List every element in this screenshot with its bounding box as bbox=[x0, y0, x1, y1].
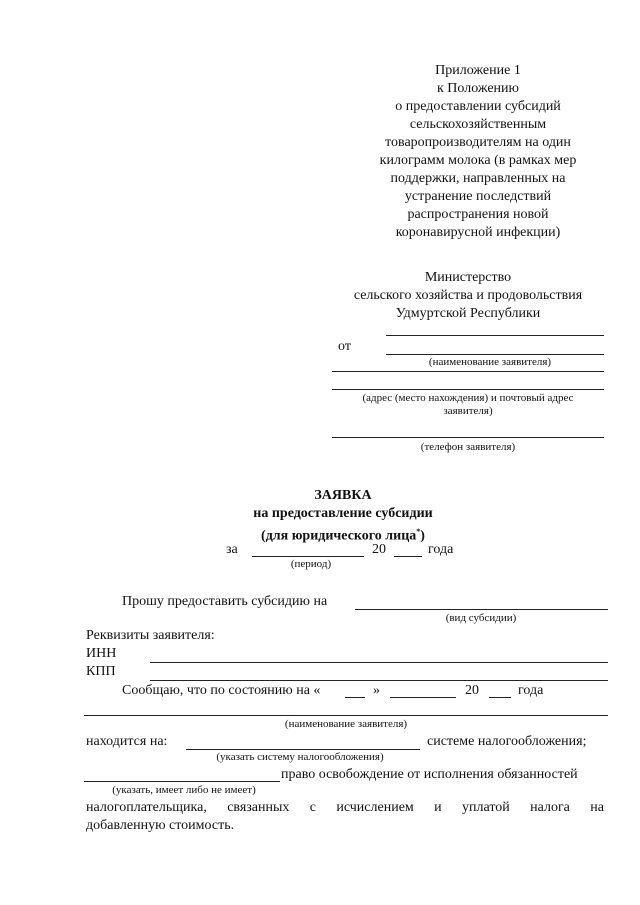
taxpayer-word: с bbox=[309, 800, 316, 815]
taxpayer-word: налога bbox=[530, 800, 570, 815]
title-main: ЗАЯВКА bbox=[314, 488, 372, 503]
appendix-line: распространения новой bbox=[407, 207, 549, 222]
appendix-line: Приложение 1 bbox=[435, 63, 521, 78]
appendix-line: устранение последствий bbox=[404, 189, 552, 204]
inn-label: ИНН bbox=[86, 646, 117, 661]
report-month-field[interactable] bbox=[390, 697, 456, 698]
addressee-line: Министерство bbox=[424, 270, 512, 285]
report-year-prefix: 20 bbox=[465, 683, 479, 698]
address-field-2[interactable] bbox=[332, 389, 604, 390]
taxpayer-word: уплатой bbox=[462, 800, 510, 815]
title-sub2: (для юридического лица*) bbox=[261, 527, 425, 544]
addressee-line: Удмуртской Республики bbox=[395, 306, 541, 321]
addressee-line: сельского хозяйства и продовольствия bbox=[353, 288, 583, 303]
appendix-line: товаропроизводителям на один bbox=[385, 135, 571, 150]
subsidy-type-caption: (вид субсидии) bbox=[445, 612, 517, 624]
exemption-right-text: право освобождение от исполнения обязанностей bbox=[281, 767, 578, 782]
period-year-prefix: 20 bbox=[372, 542, 386, 557]
applicant-name-inline-field[interactable] bbox=[84, 715, 608, 716]
taxpayer-word: на bbox=[590, 800, 604, 815]
address-caption-2: заявителя) bbox=[443, 405, 493, 417]
title-sub1: на предоставление субсидии bbox=[253, 506, 433, 521]
located-text: находится на: bbox=[86, 734, 168, 749]
exemption-right-caption: (указать, имеет либо не имеет) bbox=[112, 784, 256, 796]
phone-caption: (телефон заявителя) bbox=[420, 441, 516, 453]
applicant-name-field-2[interactable] bbox=[386, 354, 604, 355]
appendix-line: о предоставлении субсидий bbox=[395, 99, 561, 114]
taxpayer-line bbox=[86, 799, 604, 816]
appendix-line: коронавирусной инфекции) bbox=[395, 225, 561, 240]
address-caption: (адрес (место нахождения) и почтовый адрес bbox=[362, 392, 574, 404]
taxpayer-word: налогоплательщика, bbox=[86, 800, 207, 815]
request-text: Прошу предоставить субсидию на bbox=[122, 594, 328, 609]
applicant-name-field-1[interactable] bbox=[386, 335, 604, 336]
period-year-word: года bbox=[428, 542, 454, 557]
footnote-mark: * bbox=[416, 527, 421, 536]
address-field-1[interactable] bbox=[332, 371, 604, 372]
from-label: от bbox=[338, 339, 351, 354]
period-field[interactable] bbox=[252, 556, 364, 557]
appendix-line: сельскохозяйственным bbox=[409, 117, 547, 132]
applicant-name-inline-caption: (наименование заявителя) bbox=[284, 718, 408, 730]
tax-system-field[interactable] bbox=[186, 749, 420, 750]
kpp-field[interactable] bbox=[150, 680, 608, 681]
taxpayer-word: исчислением bbox=[336, 800, 414, 815]
taxpayer-word: и bbox=[434, 800, 442, 815]
report-day-field[interactable] bbox=[345, 697, 365, 698]
appendix-line: к Положению bbox=[436, 81, 520, 96]
period-year-field[interactable] bbox=[394, 556, 422, 557]
period-for-label: за bbox=[226, 542, 238, 557]
kpp-label: КПП bbox=[86, 664, 116, 679]
last-line: добавленную стоимость. bbox=[86, 818, 235, 833]
appendix-line: килограмм молока (в рамках мер bbox=[379, 153, 577, 168]
tax-system-text: системе налогообложения; bbox=[427, 734, 587, 749]
report-text: Сообщаю, что по состоянию на « bbox=[122, 683, 321, 698]
report-year-word: года bbox=[518, 683, 544, 698]
exemption-right-field[interactable] bbox=[84, 781, 280, 782]
subsidy-type-field[interactable] bbox=[355, 609, 608, 610]
inn-field[interactable] bbox=[150, 662, 608, 663]
tax-system-caption: (указать систему налогообложения) bbox=[216, 751, 384, 763]
applicant-name-caption: (наименование заявителя) bbox=[428, 356, 552, 368]
appendix-line: поддержки, направленных на bbox=[390, 171, 566, 186]
report-quote-close: » bbox=[373, 683, 380, 698]
requisites-label: Реквизиты заявителя: bbox=[86, 628, 215, 643]
report-year-field[interactable] bbox=[489, 697, 511, 698]
phone-field[interactable] bbox=[332, 437, 604, 438]
taxpayer-word: связанных bbox=[227, 800, 290, 815]
period-caption: (период) bbox=[290, 558, 332, 570]
